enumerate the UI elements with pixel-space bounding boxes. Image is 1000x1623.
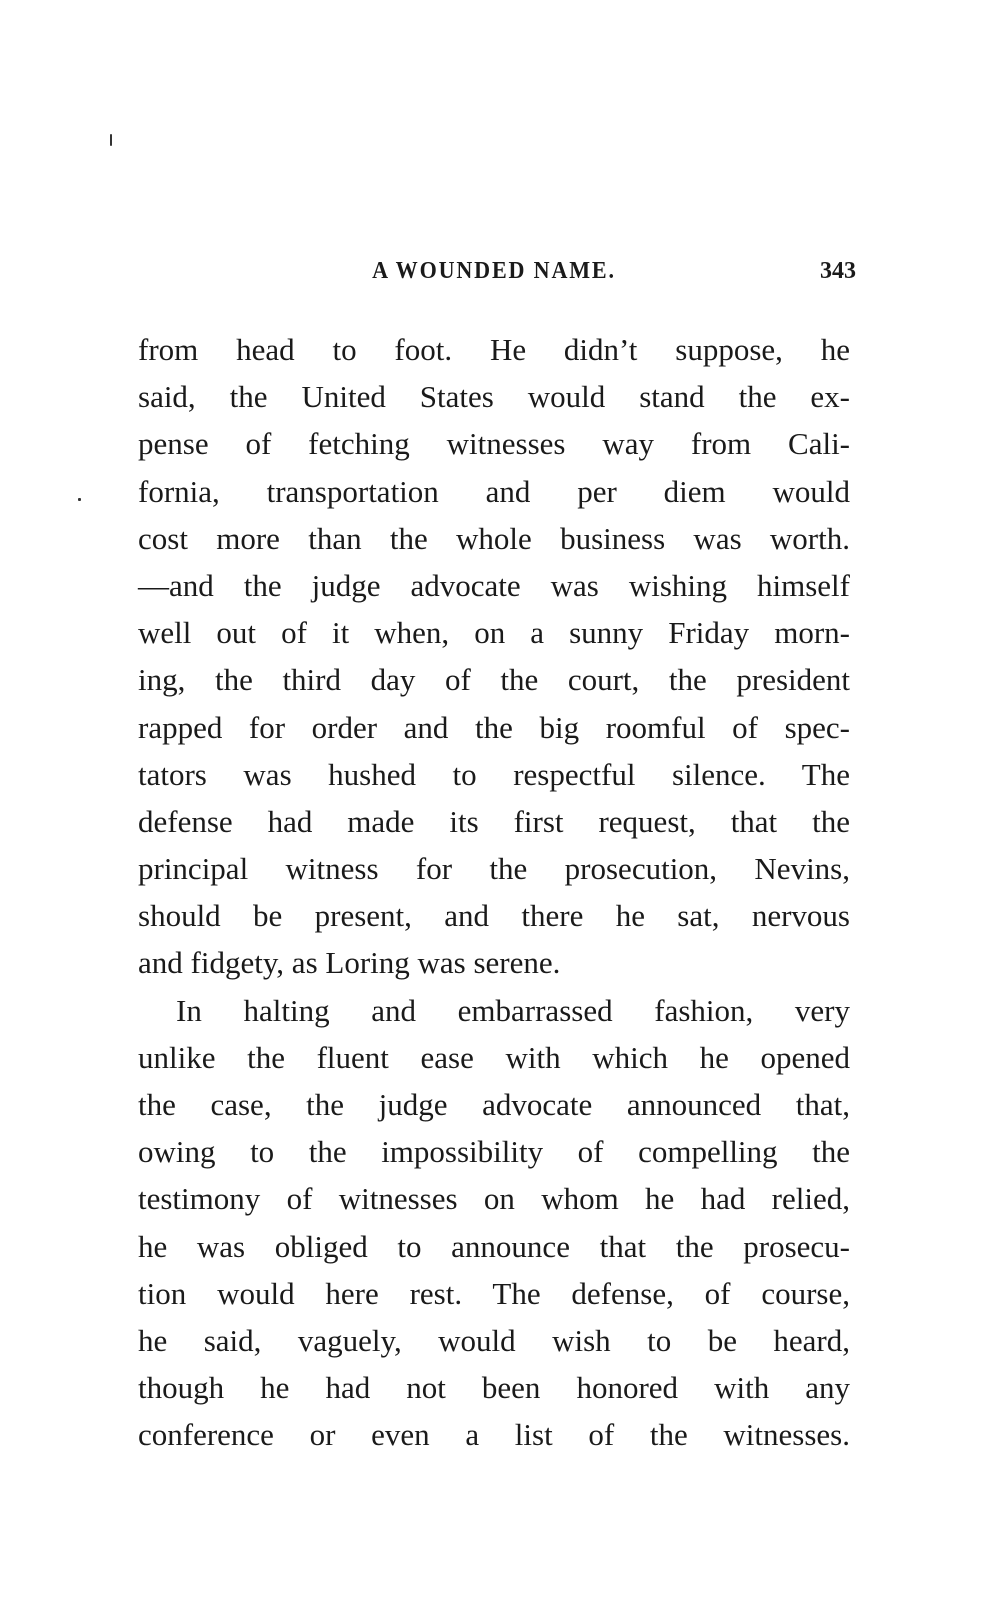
- text-line: pense of fetching witnesses way from Cali-: [138, 426, 850, 462]
- text-line: ing, the third day of the court, the president: [138, 662, 850, 698]
- body-text: [138, 326, 850, 1459]
- text-line: unlike the fluent ease with which he opened: [138, 1039, 850, 1075]
- scan-speck: [110, 134, 112, 146]
- paragraph-1: [138, 326, 850, 987]
- text-line: owing to the impossibility of compelling the: [138, 1134, 850, 1170]
- text-line: he was obliged to announce that the prosecu-: [138, 1228, 850, 1264]
- text-line: from head to foot. He didn’t suppose, he: [138, 332, 850, 367]
- page-header: [138, 258, 856, 294]
- page-number: 343: [820, 258, 856, 284]
- text-line: In halting and embarrassed fashion, very: [176, 992, 850, 1028]
- text-line: tators was hushed to respectful silence. The: [138, 756, 850, 792]
- text-line: should be present, and there he sat, nervous: [138, 898, 850, 934]
- text-line: conference or even a list of the witnesses.: [138, 1417, 850, 1453]
- text-line: —and the judge advocate was wishing himself: [138, 567, 850, 603]
- text-line: said, the United States would stand the ex-: [138, 379, 850, 415]
- text-line: principal witness for the prosecution, Nevins,: [138, 851, 850, 887]
- paragraph-2: [138, 987, 850, 1459]
- text-line: and fidgety, as Loring was serene.: [138, 945, 561, 981]
- scan-speck: [78, 498, 81, 501]
- text-line: defense had made its first request, that the: [138, 803, 850, 839]
- text-line: though he had not been honored with any: [138, 1370, 850, 1406]
- text-line: testimony of witnesses on whom he had relied,: [138, 1181, 850, 1217]
- text-line: he said, vaguely, would wish to be heard,: [138, 1322, 850, 1358]
- text-line: fornia, transportation and per diem would: [138, 473, 850, 509]
- running-title: A WOUNDED NAME.: [372, 258, 616, 284]
- text-line: tion would here rest. The defense, of course,: [138, 1275, 850, 1311]
- text-line: rapped for order and the big roomful of spec-: [138, 709, 850, 745]
- text-line: well out of it when, on a sunny Friday morn-: [138, 615, 850, 651]
- text-line: the case, the judge advocate announced that,: [138, 1087, 850, 1122]
- text-line: cost more than the whole business was worth.: [138, 520, 850, 556]
